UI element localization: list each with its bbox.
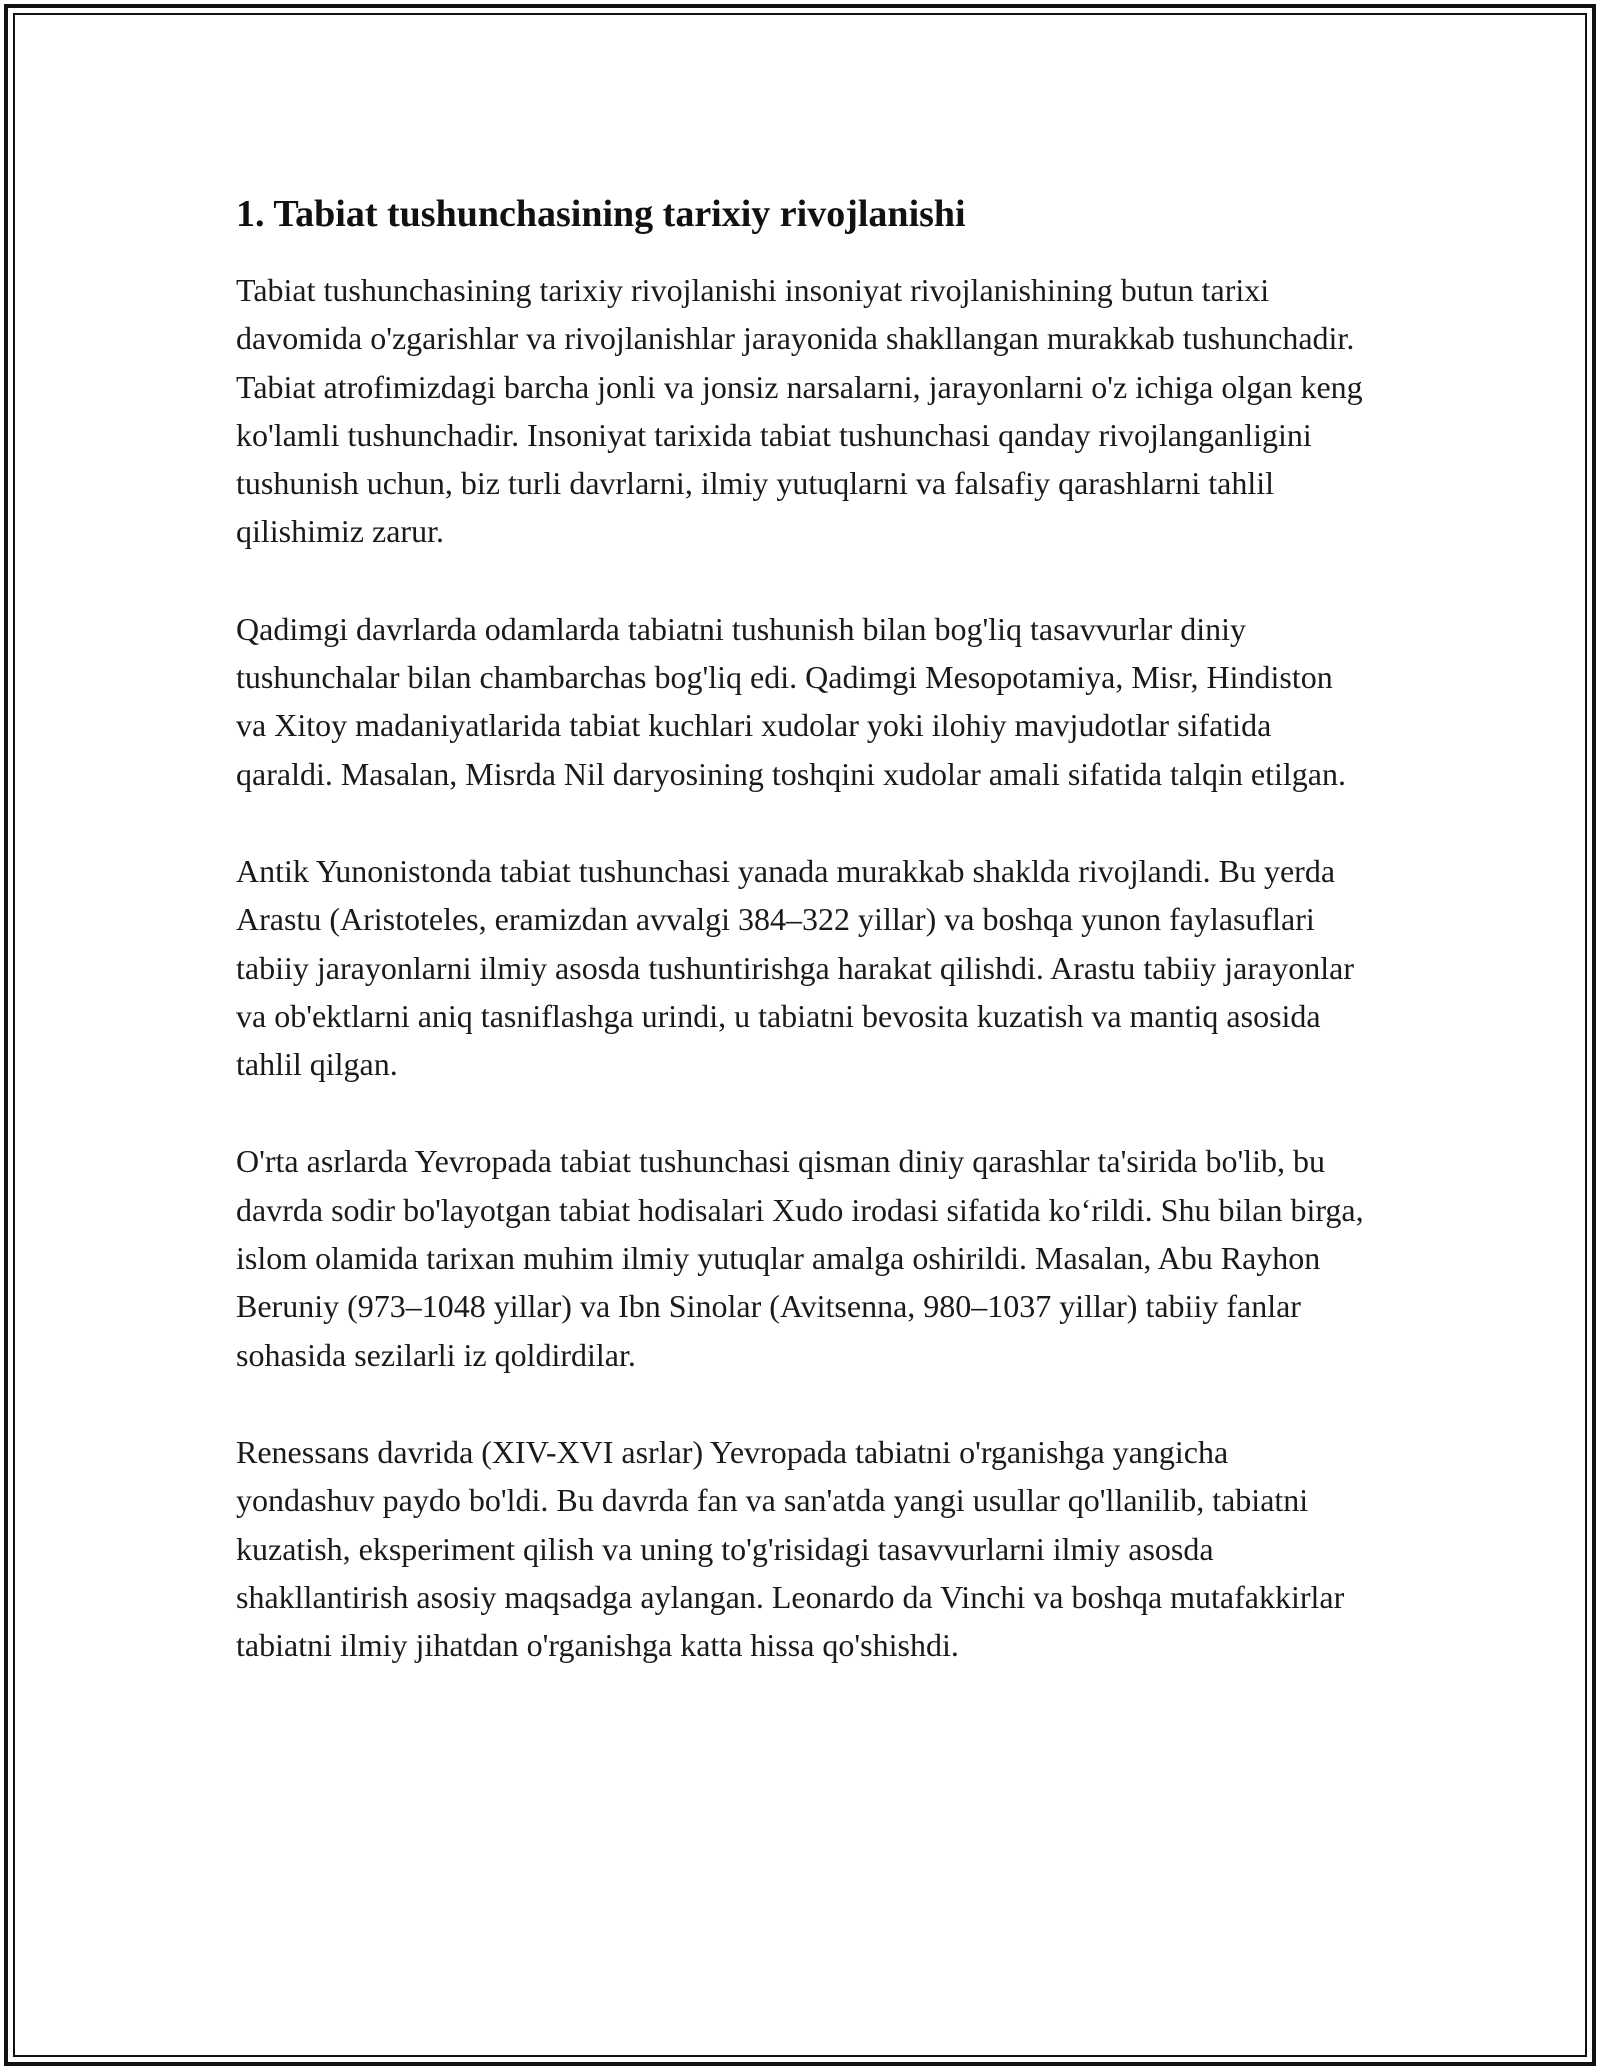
paragraph-1: Tabiat tushunchasining tarixiy rivojlanishi insoniyat rivojlanishining butun tarixi davomida o'zgarishlar va rivojlanishlar jarayonida shakllangan murakkab tushunchadir. Tabiat atrofimizdagi barcha jonli va jonsiz narsalarni, jarayonlarni o'z ichiga olgan keng ko'lamli tushunchadir. Insoniyat tarixida tabiat tushunchasi qanday rivojlanganligini tushunish uchun, biz turli davrlarni, ilmiy yutuqlarni va falsafiy qarashlarni tahlil qilishimiz zarur. bbox=[236, 272, 1363, 550]
section-heading: 1. Tabiat tushunchasining tarixiy rivojlanishi bbox=[236, 193, 966, 235]
document-body bbox=[236, 188, 1366, 1718]
paragraph-3: Antik Yunonistonda tabiat tushunchasi yanada murakkab shaklda rivojlandi. Bu yerda Arastu (Aristoteles, eramizdan avvalgi 384–322 yillar) va boshqa yunon faylasuflari tabiiy jarayonlarni ilmiy asosda tushuntirishga harakat qilishdi. Arastu tabiiy jarayonlar va ob'ektlarni aniq tasniflashga urindi, u tabiatni bevosita kuzatish va mantiq asosida tahlil qilgan. bbox=[236, 852, 1354, 1083]
paragraph-4: O'rta asrlarda Yevropada tabiat tushunchasi qisman diniy qarashlar ta'sirida bo'lib, bu davrda sodir bo'layotgan tabiat hodisalari Xudo irodasi sifatida ko‘rildi. Shu bilan birga, islom olamida tarixan muhim ilmiy yutuqlar amalga oshirildi. Masalan, Abu Rayhon Beruniy (973–1048 yillar) va Ibn Sinolar (Avitsenna, 980–1037 yillar) tabiiy fanlar sohasida sezilarli iz qoldirdilar. bbox=[236, 1143, 1364, 1373]
paragraph-2: Qadimgi davrlarda odamlarda tabiatni tushunish bilan bog'liq tasavvurlar diniy tushunchalar bilan chambarchas bog'liq edi. Qadimgi Mesopotamiya, Misr, Hindiston va Xitoy madaniyatlarida tabiat kuchlari xudolar yoki ilohiy mavjudotlar sifatida qaraldi. Masalan, Misrda Nil daryosining toshqini xudolar amali sifatida talqin etilgan. bbox=[236, 610, 1346, 792]
paragraph-5: Renessans davrida (XIV-XVI asrlar) Yevropada tabiatni o'rganishga yangicha yondashuv paydo bo'ldi. Bu davrda fan va san'atda yangi usullar qo'llanilib, tabiatni kuzatish, eksperiment qilish va uning to'g'risidagi tasavvurlarni ilmiy asosda shakllantirish asosiy maqsadga aylangan. Leonardo da Vinchi va boshqa mutafakkirlar tabiatni ilmiy jihatdan o'rganishga katta hissa qo'shishdi. bbox=[236, 1433, 1345, 1664]
